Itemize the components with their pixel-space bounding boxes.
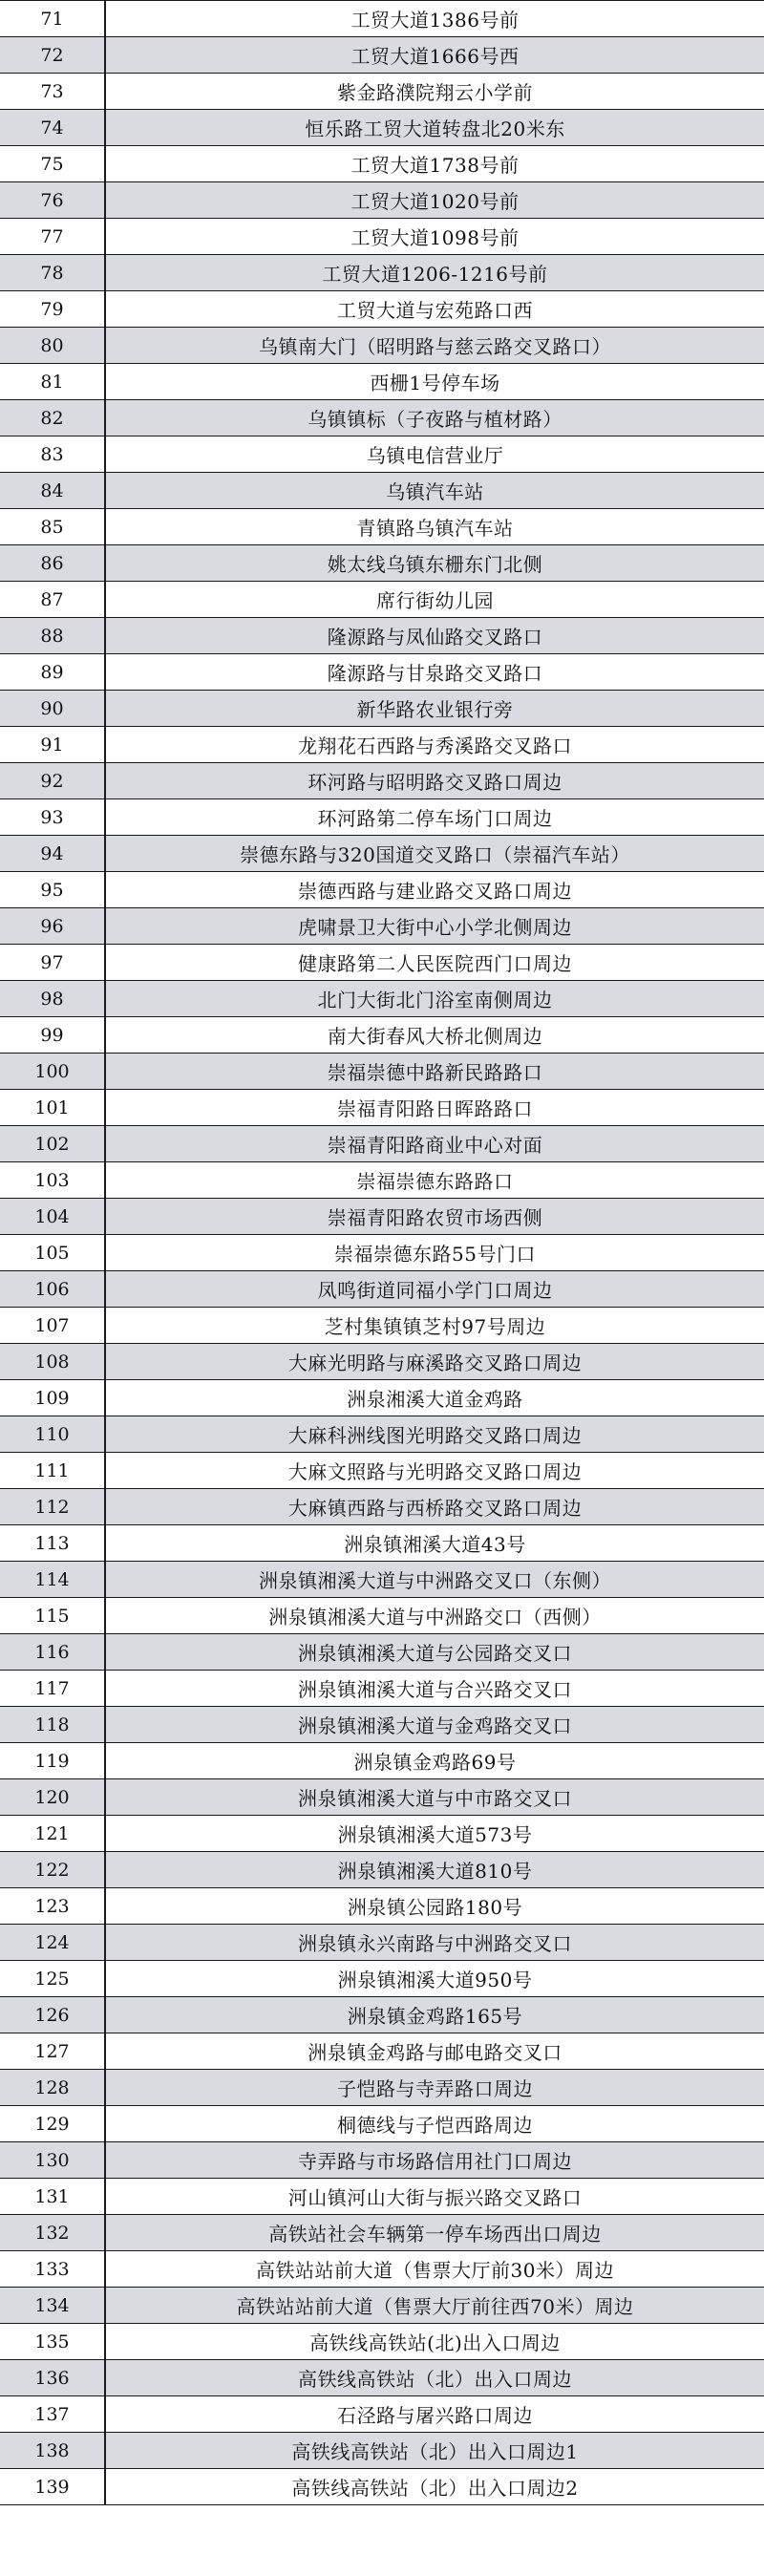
row-number-cell: 111 (0, 1453, 105, 1489)
location-cell: 乌镇电信营业厅 (105, 436, 764, 473)
location-cell: 崇福青阳路商业中心对面 (105, 1126, 764, 1162)
location-cell: 桐德线与子恺西路周边 (105, 2106, 764, 2142)
location-cell: 龙翔花石西路与秀溪路交叉路口 (105, 727, 764, 763)
location-cell: 高铁站社会车辆第一停车场西出口周边 (105, 2215, 764, 2251)
location-cell: 工贸大道1386号前 (105, 1, 764, 37)
row-number-cell: 120 (0, 1779, 105, 1816)
location-cell: 洲泉湘溪大道金鸡路 (105, 1380, 764, 1416)
row-number-cell: 71 (0, 1, 105, 37)
table-row (0, 2179, 764, 2215)
row-number-cell: 117 (0, 1671, 105, 1707)
location-cell: 高铁线高铁站（北）出入口周边1 (105, 2433, 764, 2469)
row-number-cell: 119 (0, 1743, 105, 1779)
table-row (0, 1997, 764, 2033)
row-number-cell: 103 (0, 1162, 105, 1199)
table-row (0, 2142, 764, 2179)
row-number-cell: 105 (0, 1235, 105, 1271)
table-row (0, 1562, 764, 1598)
row-number-cell: 91 (0, 727, 105, 763)
row-number-cell: 134 (0, 2288, 105, 2324)
table-row (0, 691, 764, 727)
row-number-cell: 129 (0, 2106, 105, 2142)
location-cell: 工贸大道1206-1216号前 (105, 255, 764, 291)
table-row (0, 1925, 764, 1961)
table-row (0, 1888, 764, 1925)
row-number-cell: 115 (0, 1598, 105, 1634)
row-number-cell: 94 (0, 836, 105, 872)
row-number-cell: 89 (0, 654, 105, 691)
table-row (0, 2106, 764, 2142)
table-row (0, 1380, 764, 1416)
location-cell: 洲泉镇湘溪大道810号 (105, 1852, 764, 1888)
location-cell: 崇德东路与320国道交叉路口（崇福汽车站） (105, 836, 764, 872)
table-row (0, 2469, 764, 2505)
location-cell: 大麻科洲线图光明路交叉路口周边 (105, 1416, 764, 1453)
location-cell: 洲泉镇湘溪大道与中洲路交叉口（东侧） (105, 1562, 764, 1598)
row-number-cell: 95 (0, 872, 105, 908)
location-cell: 洲泉镇公园路180号 (105, 1888, 764, 1925)
table-row (0, 364, 764, 400)
row-number-cell: 72 (0, 37, 105, 74)
location-cell: 工贸大道1666号西 (105, 37, 764, 74)
table-row (0, 1707, 764, 1743)
row-number-cell: 90 (0, 691, 105, 727)
location-cell: 大麻光明路与麻溪路交叉路口周边 (105, 1344, 764, 1380)
location-cell: 姚太线乌镇东栅东门北侧 (105, 545, 764, 582)
location-cell: 寺弄路与市场路信用社门口周边 (105, 2142, 764, 2179)
row-number-cell: 92 (0, 763, 105, 799)
row-number-cell: 77 (0, 219, 105, 255)
location-cell: 高铁线高铁站（北）出入口周边 (105, 2360, 764, 2396)
row-number-cell: 132 (0, 2215, 105, 2251)
row-number-cell: 137 (0, 2396, 105, 2433)
table-row (0, 763, 764, 799)
row-number-cell: 136 (0, 2360, 105, 2396)
location-cell: 青镇路乌镇汽车站 (105, 509, 764, 545)
location-cell: 南大街春风大桥北侧周边 (105, 1017, 764, 1054)
location-cell: 洲泉镇金鸡路165号 (105, 1997, 764, 2033)
row-number-cell: 138 (0, 2433, 105, 2469)
location-cell: 乌镇镇标（子夜路与植材路） (105, 400, 764, 436)
table-row (0, 654, 764, 691)
row-number-cell: 88 (0, 618, 105, 654)
row-number-cell: 125 (0, 1961, 105, 1997)
row-number-cell: 107 (0, 1308, 105, 1344)
table-body (0, 1, 764, 2505)
table-row (0, 2070, 764, 2106)
table-row (0, 1598, 764, 1634)
table-row (0, 1743, 764, 1779)
row-number-cell: 84 (0, 473, 105, 509)
table-row (0, 182, 764, 219)
row-number-cell: 82 (0, 400, 105, 436)
table-row (0, 2360, 764, 2396)
table-row (0, 727, 764, 763)
table-row (0, 1017, 764, 1054)
location-cell: 子恺路与寺弄路口周边 (105, 2070, 764, 2106)
location-cell: 西栅1号停车场 (105, 364, 764, 400)
row-number-cell: 102 (0, 1126, 105, 1162)
location-cell: 隆源路与凤仙路交叉路口 (105, 618, 764, 654)
table-row (0, 255, 764, 291)
table-row (0, 2396, 764, 2433)
location-cell: 崇福崇德东路55号门口 (105, 1235, 764, 1271)
row-number-cell: 118 (0, 1707, 105, 1743)
table-row (0, 1525, 764, 1562)
location-cell: 洲泉镇湘溪大道与金鸡路交叉口 (105, 1707, 764, 1743)
location-cell: 石泾路与屠兴路口周边 (105, 2396, 764, 2433)
table-row (0, 1162, 764, 1199)
row-number-cell: 76 (0, 182, 105, 219)
table-row (0, 945, 764, 981)
row-number-cell: 127 (0, 2033, 105, 2070)
table-row (0, 1634, 764, 1671)
location-cell: 高铁站站前大道（售票大厅前往西70米）周边 (105, 2288, 764, 2324)
table-row (0, 2251, 764, 2288)
table-row (0, 908, 764, 945)
row-number-cell: 126 (0, 1997, 105, 2033)
table-row (0, 1816, 764, 1852)
location-cell: 崇德西路与建业路交叉路口周边 (105, 872, 764, 908)
table-row (0, 1344, 764, 1380)
table-row (0, 2433, 764, 2469)
row-number-cell: 79 (0, 291, 105, 328)
location-cell: 高铁站站前大道（售票大厅前30米）周边 (105, 2251, 764, 2288)
table-row (0, 37, 764, 74)
table-row (0, 473, 764, 509)
table-row (0, 2215, 764, 2251)
table-row (0, 799, 764, 836)
location-cell: 洲泉镇湘溪大道573号 (105, 1816, 764, 1852)
location-cell: 大麻文照路与光明路交叉路口周边 (105, 1453, 764, 1489)
location-cell: 紫金路濮院翔云小学前 (105, 74, 764, 110)
table-row (0, 1489, 764, 1525)
table-row (0, 146, 764, 182)
location-cell: 洲泉镇湘溪大道与中市路交叉口 (105, 1779, 764, 1816)
table-row (0, 328, 764, 364)
table-row (0, 291, 764, 328)
row-number-cell: 83 (0, 436, 105, 473)
location-cell: 洲泉镇金鸡路69号 (105, 1743, 764, 1779)
row-number-cell: 121 (0, 1816, 105, 1852)
row-number-cell: 78 (0, 255, 105, 291)
table-row (0, 582, 764, 618)
row-number-cell: 81 (0, 364, 105, 400)
location-cell: 席行街幼儿园 (105, 582, 764, 618)
row-number-cell: 114 (0, 1562, 105, 1598)
location-cell: 洲泉镇湘溪大道与公园路交叉口 (105, 1634, 764, 1671)
table-row (0, 1453, 764, 1489)
table-row (0, 545, 764, 582)
table-row (0, 1271, 764, 1308)
location-cell: 高铁线高铁站(北)出入口周边 (105, 2324, 764, 2360)
location-cell: 崇福青阳路日晖路路口 (105, 1090, 764, 1126)
location-cell: 高铁线高铁站（北）出入口周边2 (105, 2469, 764, 2505)
row-number-cell: 122 (0, 1852, 105, 1888)
row-number-cell: 87 (0, 582, 105, 618)
location-cell: 环河路与昭明路交叉路口周边 (105, 763, 764, 799)
table-row (0, 1779, 764, 1816)
table-row (0, 219, 764, 255)
row-number-cell: 123 (0, 1888, 105, 1925)
table-row (0, 618, 764, 654)
row-number-cell: 109 (0, 1380, 105, 1416)
row-number-cell: 98 (0, 981, 105, 1017)
location-cell: 工贸大道1020号前 (105, 182, 764, 219)
location-cell: 崇福崇德中路新民路路口 (105, 1054, 764, 1090)
row-number-cell: 97 (0, 945, 105, 981)
row-number-cell: 96 (0, 908, 105, 945)
location-cell: 大麻镇西路与西桥路交叉路口周边 (105, 1489, 764, 1525)
location-cell: 凤鸣街道同福小学门口周边 (105, 1271, 764, 1308)
table-row (0, 836, 764, 872)
location-cell: 洲泉镇金鸡路与邮电路交叉口 (105, 2033, 764, 2070)
row-number-cell: 128 (0, 2070, 105, 2106)
table-row (0, 2324, 764, 2360)
location-cell: 环河路第二停车场门口周边 (105, 799, 764, 836)
location-cell: 新华路农业银行旁 (105, 691, 764, 727)
row-number-cell: 100 (0, 1054, 105, 1090)
location-cell: 崇福崇德东路路口 (105, 1162, 764, 1199)
row-number-cell: 86 (0, 545, 105, 582)
row-number-cell: 113 (0, 1525, 105, 1562)
table-row (0, 2033, 764, 2070)
table-row (0, 1671, 764, 1707)
location-cell: 洲泉镇湘溪大道与中洲路交口（西侧） (105, 1598, 764, 1634)
row-number-cell: 80 (0, 328, 105, 364)
row-number-cell: 116 (0, 1634, 105, 1671)
table-row (0, 981, 764, 1017)
location-cell: 工贸大道与宏苑路口西 (105, 291, 764, 328)
table-row (0, 1054, 764, 1090)
table-row (0, 509, 764, 545)
table-row (0, 1852, 764, 1888)
row-number-cell: 112 (0, 1489, 105, 1525)
location-cell: 恒乐路工贸大道转盘北20米东 (105, 110, 764, 146)
row-number-cell: 108 (0, 1344, 105, 1380)
table-row (0, 2288, 764, 2324)
location-cell: 崇福青阳路农贸市场西侧 (105, 1199, 764, 1235)
location-cell: 芝村集镇镇芝村97号周边 (105, 1308, 764, 1344)
table-row (0, 1126, 764, 1162)
table-row (0, 74, 764, 110)
table-row (0, 872, 764, 908)
table-row (0, 400, 764, 436)
row-number-cell: 99 (0, 1017, 105, 1054)
location-cell: 工贸大道1098号前 (105, 219, 764, 255)
location-cell: 乌镇汽车站 (105, 473, 764, 509)
table-row (0, 1235, 764, 1271)
location-cell: 河山镇河山大街与振兴路交叉路口 (105, 2179, 764, 2215)
table-row (0, 1199, 764, 1235)
location-cell: 洲泉镇湘溪大道与合兴路交叉口 (105, 1671, 764, 1707)
location-cell: 洲泉镇湘溪大道43号 (105, 1525, 764, 1562)
row-number-cell: 133 (0, 2251, 105, 2288)
row-number-cell: 106 (0, 1271, 105, 1308)
row-number-cell: 85 (0, 509, 105, 545)
table-row (0, 110, 764, 146)
location-cell: 虎啸景卫大街中心小学北侧周边 (105, 908, 764, 945)
row-number-cell: 135 (0, 2324, 105, 2360)
table-row (0, 1090, 764, 1126)
row-number-cell: 110 (0, 1416, 105, 1453)
table-row (0, 1, 764, 37)
location-cell: 健康路第二人民医院西门口周边 (105, 945, 764, 981)
row-number-cell: 73 (0, 74, 105, 110)
row-number-cell: 104 (0, 1199, 105, 1235)
location-cell: 隆源路与甘泉路交叉路口 (105, 654, 764, 691)
row-number-cell: 101 (0, 1090, 105, 1126)
row-number-cell: 74 (0, 110, 105, 146)
row-number-cell: 93 (0, 799, 105, 836)
location-cell: 北门大街北门浴室南侧周边 (105, 981, 764, 1017)
row-number-cell: 139 (0, 2469, 105, 2505)
table-row (0, 1308, 764, 1344)
location-cell: 洲泉镇湘溪大道950号 (105, 1961, 764, 1997)
location-cell: 洲泉镇永兴南路与中洲路交叉口 (105, 1925, 764, 1961)
location-cell: 工贸大道1738号前 (105, 146, 764, 182)
location-cell: 乌镇南大门（昭明路与慈云路交叉路口） (105, 328, 764, 364)
row-number-cell: 75 (0, 146, 105, 182)
row-number-cell: 131 (0, 2179, 105, 2215)
row-number-cell: 124 (0, 1925, 105, 1961)
table-row (0, 436, 764, 473)
row-number-cell: 130 (0, 2142, 105, 2179)
table-row (0, 1416, 764, 1453)
table-row (0, 1961, 764, 1997)
